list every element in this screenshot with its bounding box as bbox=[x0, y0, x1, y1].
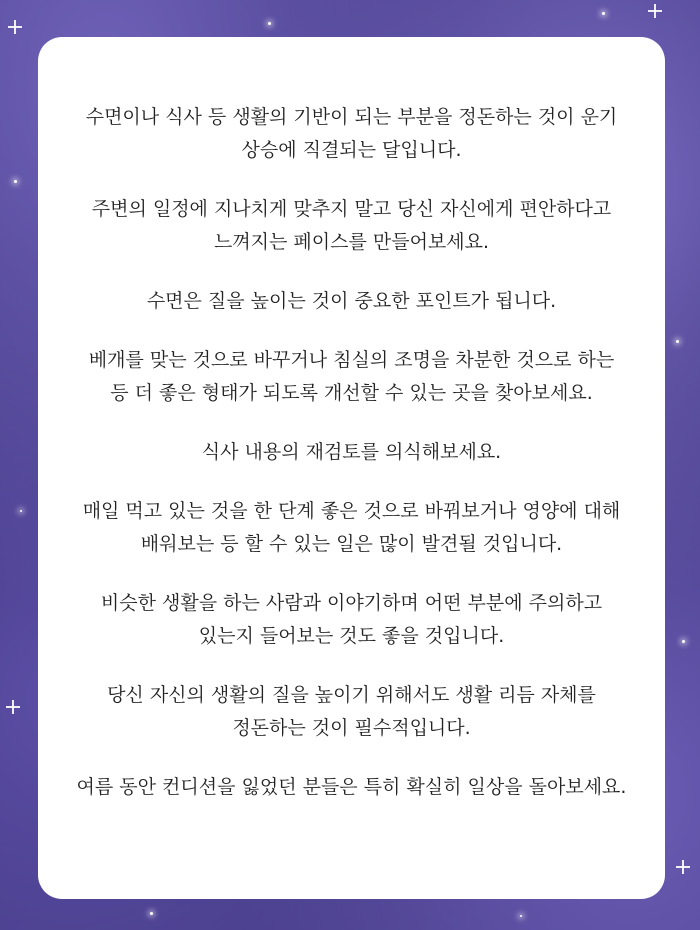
paragraph-line: 느껴지는 페이스를 만들어보세요. bbox=[213, 231, 490, 253]
content-card bbox=[38, 37, 665, 899]
paragraph-line: 여름 동안 컨디션을 잃었던 분들은 특히 확실히 일상을 돌아보세요. bbox=[76, 776, 627, 798]
star-decoration bbox=[682, 640, 685, 643]
paragraph-5 bbox=[48, 436, 655, 469]
paragraph-line: 있는지 들어보는 것도 좋을 것입니다. bbox=[198, 625, 505, 647]
paragraph-3 bbox=[48, 285, 655, 318]
paragraph-8 bbox=[48, 679, 655, 745]
paragraph-line: 식사 내용의 재검토를 의식해보세요. bbox=[201, 441, 502, 463]
paragraph-6 bbox=[48, 495, 655, 561]
star-decoration bbox=[150, 912, 153, 915]
paragraph-line: 매일 먹고 있는 것을 한 단계 좋은 것으로 바꿔보거나 영양에 대해 bbox=[82, 500, 621, 522]
paragraph-4 bbox=[48, 344, 655, 410]
star-decoration bbox=[14, 180, 17, 183]
paragraph-9 bbox=[48, 771, 655, 804]
sparkle-icon bbox=[676, 860, 690, 874]
paragraph-line: 배워보는 등 할 수 있는 일은 많이 발견될 것입니다. bbox=[140, 533, 563, 555]
paragraph-7 bbox=[48, 587, 655, 653]
star-decoration bbox=[20, 510, 22, 512]
paragraph-line: 수면이나 식사 등 생활의 기반이 되는 부분을 정돈하는 것이 운기 bbox=[85, 106, 618, 128]
star-decoration bbox=[676, 340, 679, 343]
sparkle-icon bbox=[8, 20, 22, 34]
paragraph-line: 수면은 질을 높이는 것이 중요한 포인트가 됩니다. bbox=[146, 290, 557, 312]
paragraph-2 bbox=[48, 193, 655, 259]
sparkle-icon bbox=[6, 700, 20, 714]
paragraph-line: 비슷한 생활을 하는 사람과 이야기하며 어떤 부분에 주의하고 bbox=[100, 592, 603, 614]
paragraph-line: 주변의 일정에 지나치게 맞추지 말고 당신 자신에게 편안하다고 bbox=[91, 198, 612, 220]
paragraph-line: 등 더 좋은 형태가 되도록 개선할 수 있는 곳을 찾아보세요. bbox=[110, 382, 593, 404]
star-decoration bbox=[602, 12, 605, 15]
paragraph-1 bbox=[48, 101, 655, 167]
paragraph-line: 베개를 맞는 것으로 바꾸거나 침실의 조명을 차분한 것으로 하는 bbox=[88, 349, 615, 371]
star-decoration bbox=[268, 22, 271, 25]
star-decoration bbox=[520, 915, 522, 917]
paragraph-line: 당신 자신의 생활의 질을 높이기 위해서도 생활 리듬 자체를 bbox=[107, 684, 596, 706]
sparkle-icon bbox=[648, 4, 662, 18]
paragraph-line: 정돈하는 것이 필수적입니다. bbox=[232, 717, 471, 739]
paragraph-line: 상승에 직결되는 달입니다. bbox=[241, 139, 462, 161]
